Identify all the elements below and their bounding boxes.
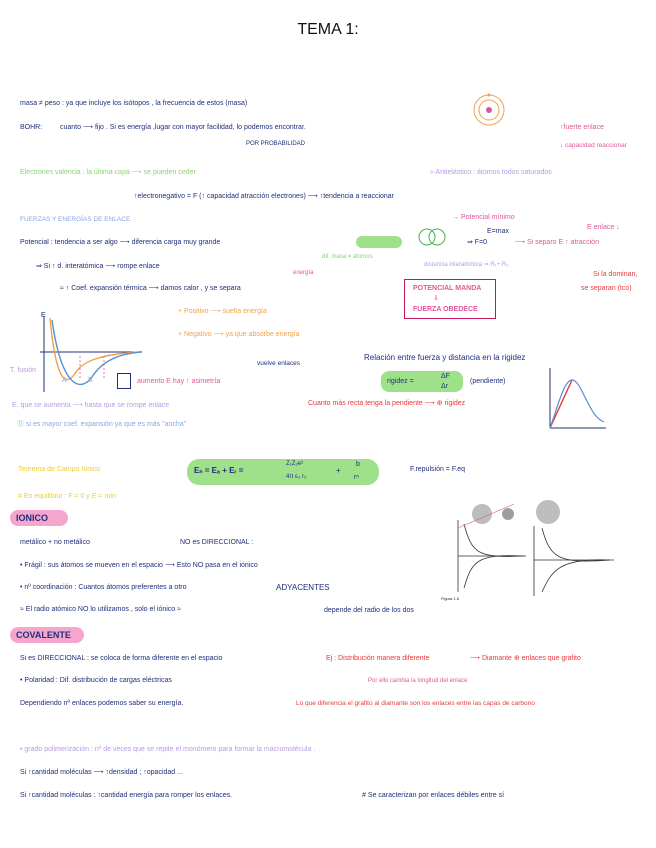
b-mayor: Ⓑ si es mayor coef. expansión ya que es más "ancha" xyxy=(17,421,187,428)
si-cantidad-1: Si ↑cantidad moléculas ⟶ ↑densidad ; ↑opacidad ... xyxy=(20,769,183,776)
se-separan: se separan (tco) xyxy=(581,285,632,292)
fuerte-enlace: ↑fuerte enlace xyxy=(560,124,604,131)
potencial-def: Potencial : tendencia a ser algo ⟶ diferencia carga muy grande xyxy=(20,239,221,246)
adyacentes: ADYACENTES xyxy=(276,583,330,592)
se-caracterizan: # Se caracterizan por enlaces débiles entre sí xyxy=(362,792,505,799)
plus-sign: + xyxy=(336,466,341,475)
f-cero: ⇒ F=0 xyxy=(467,239,488,246)
relacion-heading: Relación entre fuerza y distancia en la rigidez xyxy=(364,353,526,362)
si-cantidad-2: Si ↑cantidad moléculas : ↑cantidad energía para romper los enlaces. xyxy=(20,792,233,799)
por-ello-cambia: Por ello cambia la longitud del enlace xyxy=(368,678,468,684)
masa-line: masa ≠ peso : ya que incluye los isótopos , la frecuencia de estos (masa) xyxy=(20,100,248,107)
si-direccional: Si es DIRECCIONAL : se coloca de forma diferente en el espacio xyxy=(20,655,223,662)
bar-marker xyxy=(117,373,131,389)
textbook-figure xyxy=(438,498,618,604)
el-radio: ≈ El radio atómico NO lo utilizamos , solo el iónico ≈ xyxy=(20,606,181,613)
formula-frac-den: 4π ε₀ r₀ xyxy=(286,474,307,480)
formula-frac-num: Z₁Z₂e² xyxy=(286,461,304,467)
fragil-line: • Frágil : sus átomos se mueven en el espacio ⟶ Esto NO pasa en el iónico xyxy=(20,562,258,569)
green-highlight xyxy=(356,236,402,248)
rigidity-graph xyxy=(546,366,606,430)
lo-que-diferencia: Lo que diferencia el grafito al diamante son los enlaces entre las capas de carbono xyxy=(296,700,535,707)
dependiendo-line: Dependiendo nº enlaces podemos saber su energía. xyxy=(20,700,184,707)
en-equilibrio: # En equilibrio : F = 0 y E = mín xyxy=(18,493,117,500)
pendiente: (pendiente) xyxy=(470,378,506,385)
si-la-dominan: Si la dominan, xyxy=(593,271,638,278)
distancia-interat: distancia interatómica ⇒ R₁+ R₂ xyxy=(424,262,509,268)
page-title: TEMA 1: xyxy=(297,21,359,38)
potencial-manda: POTENCIAL MANDA xyxy=(413,285,482,292)
antielastico: ≈ Antielástico : átomos todos saturados xyxy=(430,169,552,176)
aumento-e: aumento E hay ↑ asimetría xyxy=(137,378,221,385)
rigidez-den: Δr xyxy=(441,383,449,390)
metalico-line: metálico + no metálico xyxy=(20,539,90,546)
si-distancia: ⇒ Si ↑ d. interatómica ⟶ rompe enlace xyxy=(36,263,160,270)
t-fusion: T. fusión xyxy=(10,367,37,374)
label-a: A xyxy=(62,377,67,384)
ej-distribucion: Ej : Distribución manera diferente xyxy=(326,655,430,662)
no-direccional: NO es DIRECCIONAL : xyxy=(180,539,254,546)
ionico-tag: IONICO xyxy=(16,513,49,523)
electrones-valencia: Electrones valencia : la última capa ⟶ se pueden ceder xyxy=(20,169,196,176)
atom-icon xyxy=(472,93,506,127)
e-max: E=max xyxy=(487,228,509,235)
capacidad-reaccionar: ↓ capacidad reaccionar xyxy=(560,142,627,149)
formula-en: Eₙ = Eₐ + Eᵣ = xyxy=(194,466,244,475)
positivo-line: + Positivo ⟶ suelta energía xyxy=(178,308,267,315)
fuerzas-heading: FUERZAS Y ENERGÍAS DE ENLACE xyxy=(20,216,131,223)
axis-e-label: E xyxy=(41,312,46,319)
e-enlace: E enlace ↓ xyxy=(587,224,620,231)
n-coordinacion: • nº coordinación : Cuantos átomos preferentes a otro xyxy=(20,584,187,591)
coef-expansion: ≈ ↑ Coef. expansión térmica ⟶ damos calor , y se separa xyxy=(60,285,241,292)
rigidez-label: rigidez = xyxy=(387,378,414,385)
vuelve-enlaces: vuelve enlaces xyxy=(257,360,300,367)
bohr-label: BOHR: xyxy=(20,124,43,131)
si-separo: ⟶ Si separo E ↑ atracción xyxy=(515,239,599,246)
cuanto-mas: Cuanto más recta tenga la pendiente ⟶ ⊕ rigidez xyxy=(308,400,466,407)
orbital-overlap-icon xyxy=(418,226,446,248)
down-arrow: ⇓ xyxy=(433,295,439,302)
formula-b-den: rⁿ xyxy=(354,474,359,481)
e-que-aumenta: E. que se aumenta ⟶ hasta que se rompe enlace xyxy=(12,402,170,409)
en-tabla: Teorema de Campo Iónico xyxy=(18,466,101,473)
electronegativo: ↑electronegativo = F (↑ capacidad atracción electrones) ⟶ ↑tendencia a reaccionar xyxy=(134,193,395,200)
energia-note: energía xyxy=(293,270,314,276)
formula-b-num: b xyxy=(356,461,360,468)
negativo-line: + Negativo ⟶ ya que absorbe energía xyxy=(178,331,300,338)
depende-radio: depende del radio de los dos xyxy=(324,607,414,614)
rigidez-num: ΔF xyxy=(441,373,450,380)
figure-caption: Figura 1.5 xyxy=(441,596,460,601)
por-probabilidad: POR PROBABILIDAD xyxy=(246,141,306,147)
label-b: B xyxy=(88,377,93,384)
bohr-text: cuanto ⟶ fijo . Si es energía ,lugar con mayor facilidad, lo podemos encontrar. xyxy=(60,124,306,131)
f-repulsion: F.repulsión = F.eq xyxy=(410,466,466,473)
fuerza-obedece: FUERZA OBEDECE xyxy=(413,306,478,313)
diamante-line: ⟶ Diamante ⊕ enlaces que grafito xyxy=(470,655,581,662)
covalente-tag: COVALENTE xyxy=(16,630,71,640)
polaridad-line: • Polaridad : Dif. distribución de cargas eléctricas xyxy=(20,677,172,684)
grado-polimerizacion: • grado polimerización : nº de veces que se repite el monómero para formar la macromolécula . xyxy=(20,746,316,753)
dif-masa: dif. masa ≠ átomos xyxy=(322,254,373,260)
potencial-minimo: → Potencial mínimo xyxy=(452,214,515,221)
